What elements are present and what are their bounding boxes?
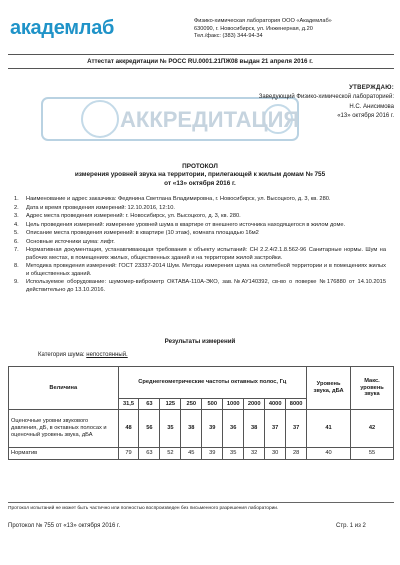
protocol-title: ПРОТОКОЛ	[182, 163, 218, 170]
item-text: Дата и время проведения измерений: 12.10.2016, 12:10.	[26, 204, 175, 211]
protocol-items	[14, 196, 386, 295]
item-text: Используемое оборудование: шумомер-виброметр ОКТАВА-110А-ЭКО, зав.№АУ140392, св-во о поверке №176880 от 14.10.2015 действительно до 13.10.2016.	[26, 279, 386, 293]
item-number: 2.	[14, 204, 19, 211]
header-divider-bottom	[8, 68, 394, 69]
value-cell: 56	[139, 410, 160, 448]
results-table	[8, 366, 394, 460]
logo-text: академлаб	[10, 17, 115, 39]
item-text: Описание места проведения измерений: в квартире (10 этаж), комната площадью 16м2	[26, 230, 259, 237]
item-text: Основные источники шума: лифт.	[26, 238, 115, 245]
item-text: Цель проведения измерений: измерение уровней шума в квартире от внешнего источника находящегося в жилом доме.	[26, 221, 346, 228]
approval-title: УТВЕРЖДАЮ:	[349, 85, 394, 91]
item-number: 3.	[14, 213, 19, 220]
value-cell: 30	[265, 448, 286, 460]
freq-cell: 8000	[286, 399, 307, 410]
item-number: 5.	[14, 230, 19, 237]
freq-cell: 31,5	[118, 399, 139, 410]
company-logo	[10, 16, 122, 42]
noise-category-value: непостоянный.	[86, 352, 128, 358]
freq-cell: 2000	[244, 399, 265, 410]
footer-protocol-ref: Протокол № 755 от «13» октября 2016 г.	[8, 523, 121, 529]
freq-cell: 63	[139, 399, 160, 410]
col-header-frequencies: Среднегеометрические частоты октавных полос, Гц	[118, 367, 307, 399]
level-cell: 41	[307, 410, 351, 448]
item-number: 6.	[14, 238, 19, 245]
value-cell: 79	[118, 448, 139, 460]
max-cell: 42	[351, 410, 394, 448]
list-item	[14, 196, 386, 204]
page-number: Стр. 1 из 2	[336, 523, 366, 529]
list-item	[14, 279, 386, 294]
value-cell: 39	[202, 410, 223, 448]
noise-category-label: Категория шума:	[38, 352, 85, 358]
stamp-text: АККРЕДИТАЦИЯ	[120, 107, 300, 132]
results-title: Результаты измерений	[164, 338, 236, 345]
accreditation-line: Аттестат аккредитации № РОСС RU.0001.21ПЖ08 выдан 21 апреля 2016 г.	[87, 58, 313, 65]
item-text: Нормативная документация, устанавливающая требования к объекту испытаний: СН 2.2.4/2.1.8.562-96 Санитарные нормы. Шум на рабочих местах, в помещениях жилых, общественных зданий и на территории жилой застройки.	[26, 247, 386, 261]
value-cell: 63	[139, 448, 160, 460]
col-header-level: Уровень звука, дБА	[307, 367, 351, 410]
value-cell: 45	[181, 448, 202, 460]
lab-contact-info	[194, 18, 394, 41]
header-divider	[8, 54, 394, 55]
value-cell: 35	[160, 410, 181, 448]
approval-name: Н.С. Анисимова	[349, 103, 394, 110]
value-cell: 39	[202, 448, 223, 460]
row-label: Оценочные уровни звукового давления, дБ, в октавных полосах и оценочный уровень звука, дБА	[9, 410, 119, 448]
value-cell: 38	[181, 410, 202, 448]
level-cell: 40	[307, 448, 351, 460]
list-item	[14, 263, 386, 278]
list-item	[14, 213, 386, 221]
approval-position: Заведующий Физико-химической лабораторией:	[258, 94, 394, 101]
lab-name: Физико-химическая лаборатория ООО «Академлаб»	[194, 18, 332, 24]
value-cell: 52	[160, 448, 181, 460]
approval-block	[216, 84, 394, 121]
lab-phone: Тел./факс: (383) 344-94-34	[194, 33, 263, 40]
value-cell: 37	[265, 410, 286, 448]
lab-address: 630090, г. Новосибирск, ул. Инженерная, д.20	[194, 25, 313, 32]
footer-divider	[8, 502, 394, 503]
item-text: Адрес места проведения измерений: г. Новосибирск, ул. Высоцкого, д. 3, кв. 280.	[26, 213, 241, 220]
approval-date: «13» октября 2016 г.	[337, 112, 394, 119]
list-item	[14, 222, 386, 230]
freq-cell: 4000	[265, 399, 286, 410]
item-number: 1.	[14, 196, 19, 202]
freq-cell: 500	[202, 399, 223, 410]
value-cell: 35	[223, 448, 244, 460]
col-header-max: Макс. уровень звука	[351, 367, 394, 410]
protocol-date: от «13» октября 2016 г.	[164, 179, 236, 187]
table-row	[9, 410, 394, 448]
value-cell: 48	[118, 410, 139, 448]
value-cell: 38	[244, 410, 265, 448]
value-cell: 32	[244, 448, 265, 460]
col-header-quantity: Величина	[9, 367, 119, 410]
list-item	[14, 205, 386, 213]
item-text: Наименование и адрес заказчика: Федянина Светлана Владимировна, г. Новосибирск, ул. Высоцкого, д. 3, кв. 280.	[26, 196, 331, 202]
table-row	[9, 448, 394, 460]
footer-note: Протокол испытаний не может быть частично или полностью воспроизведен без письменного разрешения лаборатории.	[8, 506, 279, 511]
row-label: Норматив	[9, 448, 119, 460]
noise-category	[38, 352, 128, 359]
protocol-subtitle: измерения уровней звука на территории, прилегающей к жилым домам № 755	[74, 171, 326, 179]
value-cell: 37	[286, 410, 307, 448]
item-text: Методика проведения измерений: ГОСТ 23337-2014 Шум. Методы измерения шума на селитебной территории и в помещениях жилых и общественных зданий.	[26, 263, 386, 277]
list-item	[14, 247, 386, 262]
item-number: 4.	[14, 221, 19, 228]
value-cell: 36	[223, 410, 244, 448]
freq-cell: 125	[160, 399, 181, 410]
item-number: 8.	[14, 263, 19, 270]
item-number: 9.	[14, 279, 19, 286]
protocol-heading	[0, 163, 400, 188]
max-cell: 55	[351, 448, 394, 460]
freq-cell: 1000	[223, 399, 244, 410]
freq-cell: 250	[181, 399, 202, 410]
item-number: 7.	[14, 247, 19, 254]
list-item	[14, 230, 386, 238]
value-cell: 28	[286, 448, 307, 460]
list-item	[14, 239, 386, 247]
